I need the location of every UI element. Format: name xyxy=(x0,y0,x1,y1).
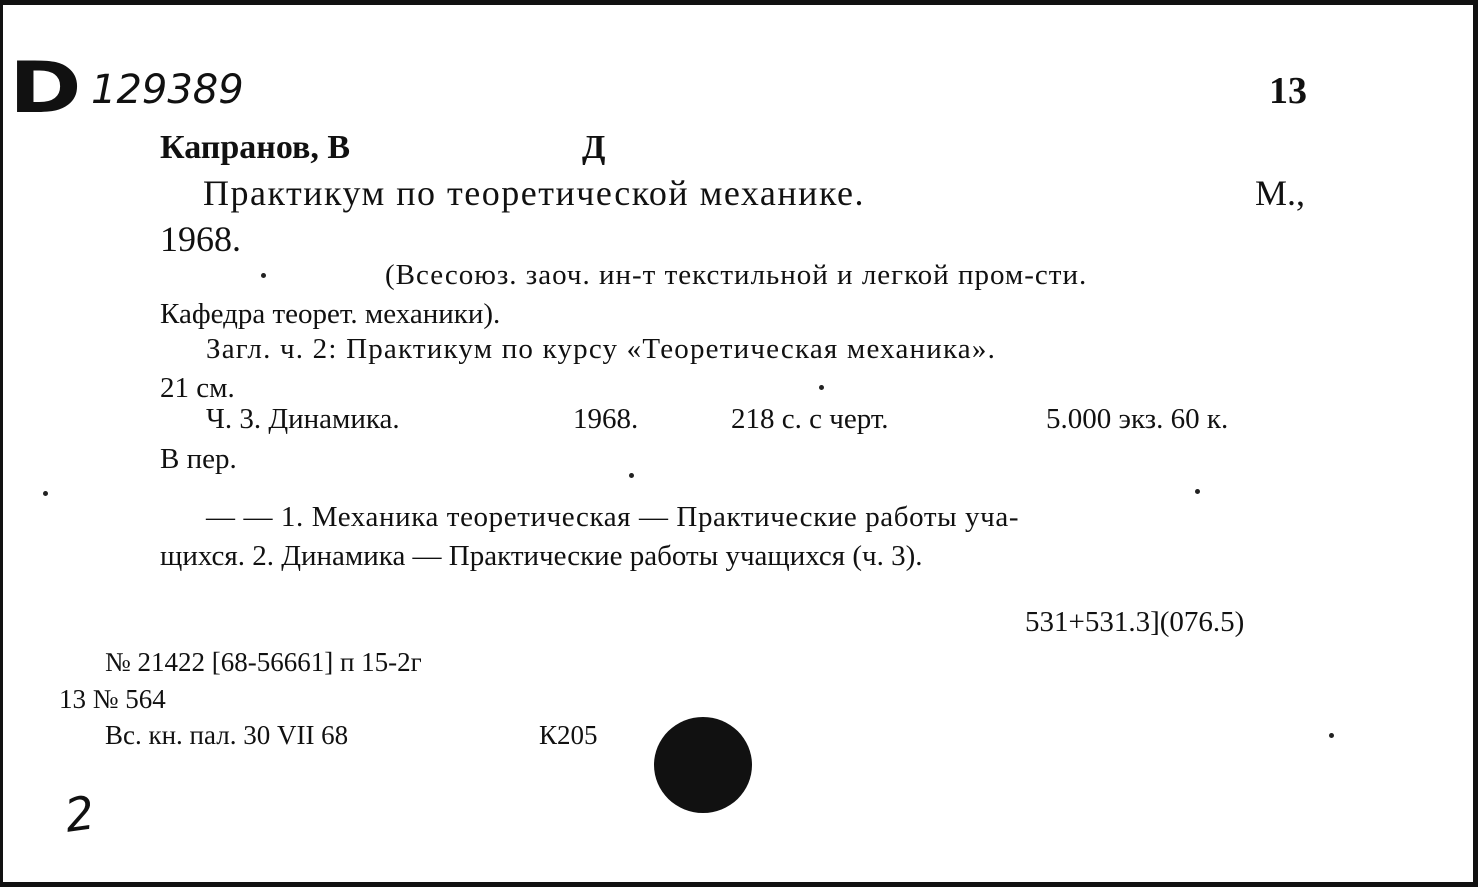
publication-place: М., xyxy=(1255,173,1306,213)
part-pages: 218 с. с черт. xyxy=(731,403,889,435)
author-marker: Д xyxy=(582,129,606,166)
part-volume: Ч. 3. Динамика. xyxy=(206,403,400,435)
record-number: № 21422 [68-56661] п 15-2г xyxy=(105,647,422,677)
subjects-line-1: — — 1. Механика теоретическая — Практические работы уча- xyxy=(206,501,1020,533)
binding: В пер. xyxy=(160,443,237,475)
stamp-letter: D xyxy=(9,47,82,129)
speck xyxy=(819,385,824,390)
note-line-1: Загл. ч. 2: Практикум по курсу «Теоретическая механика». xyxy=(206,333,997,365)
punch-hole xyxy=(654,717,752,813)
speck xyxy=(1329,733,1334,738)
record-copy: 13 № 564 xyxy=(59,684,166,714)
classification-code: 531+531.3](076.5) xyxy=(1025,606,1245,638)
inventory-number: 129389 xyxy=(91,67,244,113)
author: Капранов, В xyxy=(160,129,351,166)
print-run-price: 5.000 экз. 60 к. xyxy=(1046,403,1229,435)
series-line-1: (Всесоюз. заоч. ин-т текстильной и легкой пром-сти. xyxy=(385,259,1088,291)
speck xyxy=(1195,489,1200,494)
page-number: 13 xyxy=(1269,70,1307,112)
part-year: 1968. xyxy=(573,403,639,435)
subjects-line-2: щихся. 2. Динамика — Практические работы учащихся (ч. 3). xyxy=(160,540,923,572)
book-title: Практикум по теоретической механике. xyxy=(203,173,866,213)
publication-year: 1968. xyxy=(160,219,241,259)
chamber-code: К205 xyxy=(539,720,598,750)
speck xyxy=(629,473,634,478)
handwritten-mark: 2 xyxy=(61,785,98,843)
note-line-2: 21 см. xyxy=(160,372,235,404)
series-line-2: Кафедра теорет. механики). xyxy=(160,298,501,330)
speck xyxy=(43,491,48,496)
speck xyxy=(261,273,266,278)
chamber-record: Вс. кн. пал. 30 VII 68 xyxy=(105,720,349,750)
